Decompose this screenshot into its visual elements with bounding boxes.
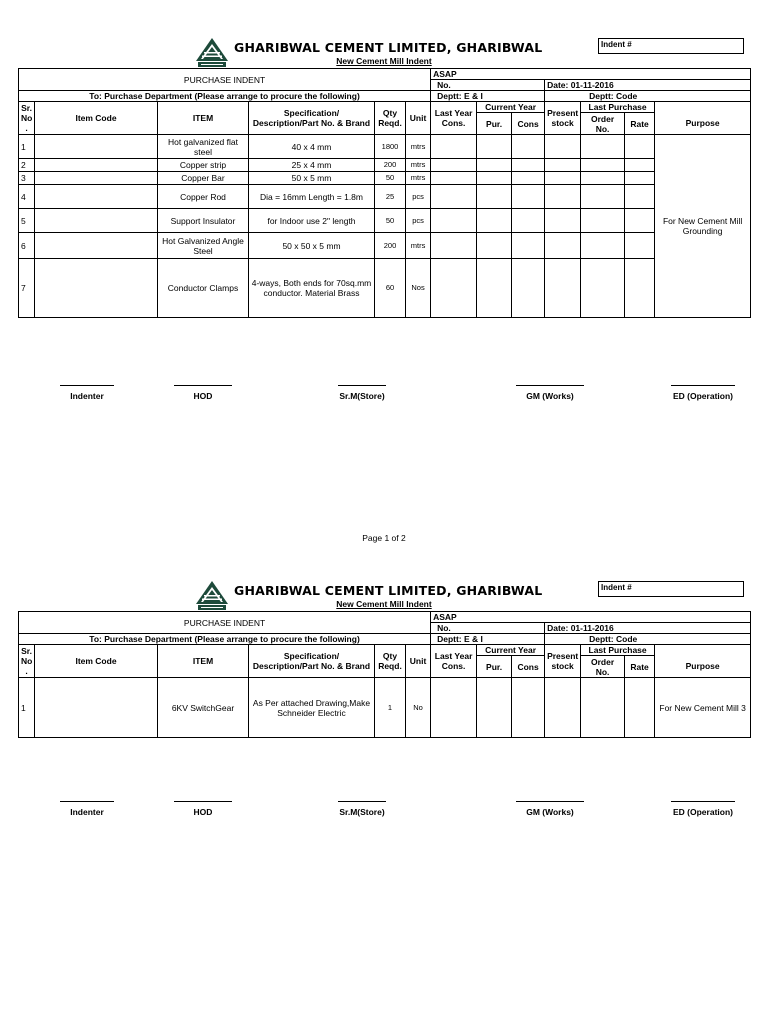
table-row: 7 Conductor Clamps 4-ways, Both ends for 70sq.mm conductor. Material Brass 60 Nos	[19, 259, 751, 318]
page1-signatures	[0, 385, 768, 415]
table-row: 5 Support Insulator for Indoor use 2" length 50 pcs	[19, 209, 751, 233]
col-rate: Rate	[625, 113, 655, 135]
deptt-code-label: Deptt: Code	[545, 91, 751, 102]
no-label: No.	[431, 623, 545, 634]
col-order-no: Order No.	[581, 113, 625, 135]
purpose-cell: For New Cement Mill Grounding	[655, 135, 751, 318]
col-order-no: Order No.	[581, 656, 625, 678]
page2-indent-table	[18, 611, 751, 738]
signature-hod: HOD	[172, 385, 234, 401]
indent-number-field: Indent #	[598, 581, 744, 597]
table-row: 1 6KV SwitchGear As Per attached Drawing,Make Schneider Electric 1 No For New Cement Mill 3	[19, 678, 751, 738]
indent-number-field: Indent #	[598, 38, 744, 54]
col-sr-no: Sr. No .	[19, 102, 35, 135]
table-row: 6 Hot Galvanized Angle Steel 50 x 50 x 5 mm 200 mtrs	[19, 233, 751, 259]
col-specification: Specification/ Description/Part No. & Brand	[249, 102, 375, 135]
signature-gm-works: GM (Works)	[512, 801, 588, 817]
deptt-label: Deptt: E & I	[431, 91, 545, 102]
table-row: 3 Copper Bar 50 x 5 mm 50 mtrs	[19, 172, 751, 185]
no-label: No.	[431, 80, 545, 91]
col-purpose: Purpose	[655, 656, 751, 678]
asap-label: ASAP	[431, 612, 751, 623]
col-specification: Specification/ Description/Part No. & Brand	[249, 645, 375, 678]
signature-ed-operation: ED (Operation)	[664, 385, 742, 401]
company-name: GHARIBWAL CEMENT LIMITED, GHARIBWAL	[234, 583, 543, 598]
col-present-stock: Present stock	[545, 645, 581, 678]
col-last-purchase: Last Purchase	[581, 645, 655, 656]
signature-srm-store: Sr.M(Store)	[330, 385, 394, 401]
signature-hod: HOD	[172, 801, 234, 817]
col-qty: Qty Reqd.	[375, 102, 406, 135]
to-department: To: Purchase Department (Please arrange to procure the following)	[19, 634, 431, 645]
page-number: Page 1 of 2	[362, 533, 406, 543]
col-pur: Pur.	[477, 113, 512, 135]
table-row: 2 Copper strip 25 x 4 mm 200 mtrs	[19, 159, 751, 172]
to-department: To: Purchase Department (Please arrange to procure the following)	[19, 91, 431, 102]
col-current-year: Current Year	[477, 102, 545, 113]
col-cons: Cons	[512, 656, 545, 678]
col-item: ITEM	[158, 102, 249, 135]
deptt-code-label: Deptt: Code	[545, 634, 751, 645]
purpose-cell: For New Cement Mill 3	[655, 678, 751, 738]
col-rate: Rate	[625, 656, 655, 678]
signature-ed-operation: ED (Operation)	[664, 801, 742, 817]
table-row: 1 Hot galvanized flat steel 40 x 4 mm 1800 mtrs For New Cement Mill Grounding	[19, 135, 751, 159]
col-item-code: Item Code	[35, 645, 158, 678]
page1-indent-table	[18, 68, 751, 318]
company-name: GHARIBWAL CEMENT LIMITED, GHARIBWAL	[234, 40, 543, 55]
col-sr-no: Sr. No .	[19, 645, 35, 678]
purchase-indent-title: PURCHASE INDENT	[19, 69, 431, 91]
col-last-purchase: Last Purchase	[581, 102, 655, 113]
col-item-code: Item Code	[35, 102, 158, 135]
signature-indenter: Indenter	[56, 801, 118, 817]
col-last-year: Last Year Cons.	[431, 645, 477, 678]
signature-indenter: Indenter	[56, 385, 118, 401]
table-row: 4 Copper Rod Dia = 16mm Length = 1.8m 25 pcs	[19, 185, 751, 209]
col-last-year: Last Year Cons.	[431, 102, 477, 135]
indent-date: Date: 01-11-2016	[545, 623, 751, 634]
asap-label: ASAP	[431, 69, 751, 80]
col-purpose: Purpose	[655, 113, 751, 135]
col-present-stock: Present stock	[545, 102, 581, 135]
col-unit: Unit	[406, 102, 431, 135]
col-current-year: Current Year	[477, 645, 545, 656]
signature-gm-works: GM (Works)	[512, 385, 588, 401]
page2-signatures	[0, 801, 768, 831]
col-cons: Cons	[512, 113, 545, 135]
indent-subtitle: New Cement Mill Indent	[336, 56, 432, 66]
col-qty: Qty Reqd.	[375, 645, 406, 678]
col-item: ITEM	[158, 645, 249, 678]
indent-date: Date: 01-11-2016	[545, 80, 751, 91]
col-pur: Pur.	[477, 656, 512, 678]
signature-srm-store: Sr.M(Store)	[330, 801, 394, 817]
col-unit: Unit	[406, 645, 431, 678]
purchase-indent-title: PURCHASE INDENT	[19, 612, 431, 634]
deptt-label: Deptt: E & I	[431, 634, 545, 645]
indent-subtitle: New Cement Mill Indent	[336, 599, 432, 609]
